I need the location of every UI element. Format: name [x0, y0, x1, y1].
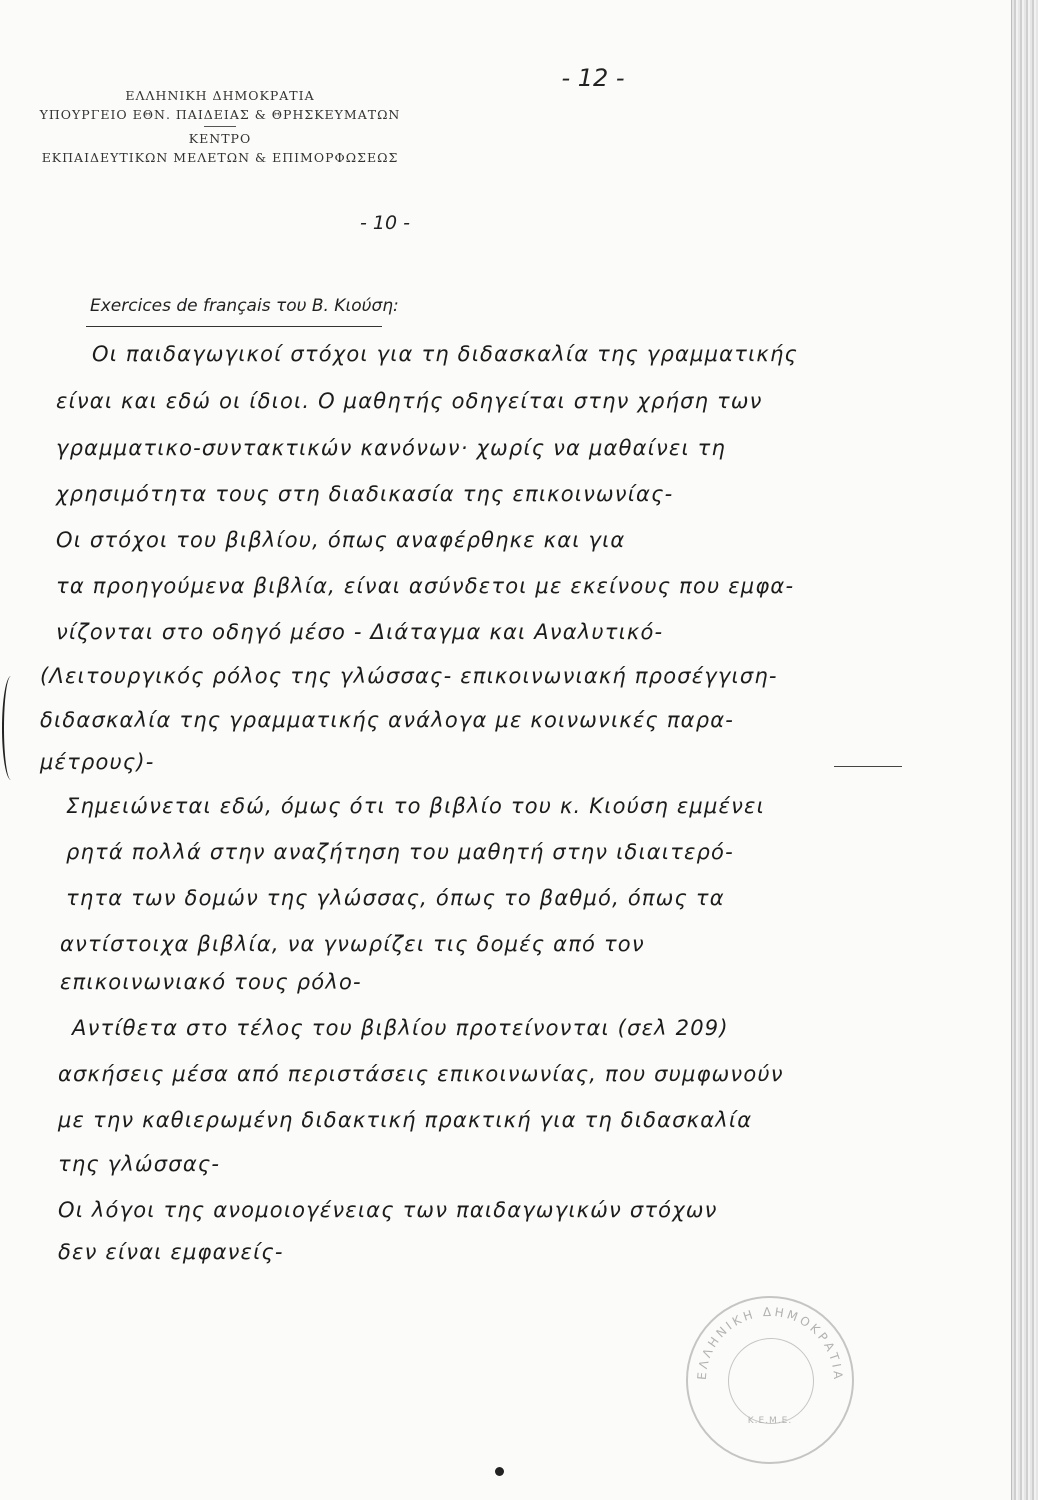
page-number: - 12 - [561, 64, 625, 92]
document-title: Exercices de français του Β. Κιούση: [90, 296, 399, 316]
body-line-3: γραμματικο-συντακτικών κανόνων· χωρίς να μαθαίνει τη [56, 436, 726, 460]
stamp-code: Κ.Ε.Μ.Ε. [747, 1416, 793, 1426]
body-line-19: της γλώσσας- [58, 1152, 221, 1176]
body-line-6: τα προηγούμενα βιβλία, είναι ασύνδετοι με εκείνους που εμφα- [56, 574, 795, 598]
book-binding-edge [1011, 0, 1038, 1500]
body-line-7: νίζονται στο οδηγό μέσο - Διάταγμα και Αναλυτικό- [56, 620, 664, 644]
body-line-15: επικοινωνιακό τους ρόλο- [60, 970, 362, 994]
body-line-12: ρητά πολλά στην αναζήτηση του μαθητή στην ιδιαιτερό- [66, 840, 734, 864]
letterhead [0, 86, 440, 168]
stamp-inner-ring [728, 1338, 814, 1424]
body-line-8: (Λειτουργικός ρόλος της γλώσσας- επικοινωνιακή προσέγγιση- [40, 664, 778, 688]
margin-bracket [2, 676, 20, 780]
body-line-13: τητα των δομών της γλώσσας, όπως το βαθμό, όπως τα [66, 886, 725, 910]
section-number: - 10 - [360, 212, 410, 234]
official-stamp [686, 1296, 854, 1464]
binding-hole [495, 1467, 504, 1476]
body-line-5: Οι στόχοι του βιβλίου, όπως αναφέρθηκε και για [56, 528, 626, 552]
title-underline [86, 326, 382, 327]
stamp-label: ΕΛΛΗΝΙΚΗ ΔΗΜΟΚΡΑΤΙΑ [694, 1304, 846, 1383]
body-line-10: μέτρους)- [40, 750, 155, 774]
body-line-1: Οι παιδαγωγικοί στόχοι για τη διδασκαλία της γραμματικής [92, 342, 798, 366]
body-line-17: ασκήσεις μέσα από περιστάσεις επικοινωνίας, που συμφωνούν [58, 1062, 784, 1086]
body-line-20: Οι λόγοι της ανομοιογένειας των παιδαγωγικών στόχων [58, 1198, 718, 1222]
margin-rule [834, 766, 902, 767]
letterhead-line-republic: ΕΛΛΗΝΙΚΗ ΔΗΜΟΚΡΑΤΙΑ [125, 88, 315, 103]
letterhead-line-studies: ΕΚΠΑΙΔΕΥΤΙΚΩΝ ΜΕΛΕΤΩΝ & ΕΠΙΜΟΡΦΩΣΕΩΣ [41, 150, 399, 166]
body-line-16: Αντίθετα στο τέλος του βιβλίου προτείνονται (σελ 209) [72, 1016, 729, 1040]
letterhead-divider [204, 126, 236, 127]
letterhead-line-ministry: ΥΠΟΥΡΓΕΙΟ ΕΘΝ. ΠΑΙΔΕΙΑΣ & ΘΡΗΣΚΕΥΜΑΤΩΝ [39, 107, 401, 123]
body-line-21: δεν είναι εμφανείς- [58, 1240, 284, 1264]
body-line-14: αντίστοιχα βιβλία, να γνωρίζει τις δομές από τον [60, 932, 645, 956]
body-line-9: διδασκαλία της γραμματικής ανάλογα με κοινωνικές παρα- [40, 708, 735, 732]
body-line-4: χρησιμότητα τους στη διαδικασία της επικοινωνίας- [56, 482, 674, 506]
letterhead-line-centre: ΚΕΝΤΡΟ [188, 130, 252, 146]
body-line-11: Σημειώνεται εδώ, όμως ότι το βιβλίο του κ. Κιούση εμμένει [66, 794, 765, 818]
body-line-18: με την καθιερωμένη διδακτική πρακτική για τη διδασκαλία [58, 1108, 753, 1132]
body-line-2: είναι και εδώ οι ίδιοι. Ο μαθητής οδηγείται στην χρήση των [56, 389, 763, 413]
